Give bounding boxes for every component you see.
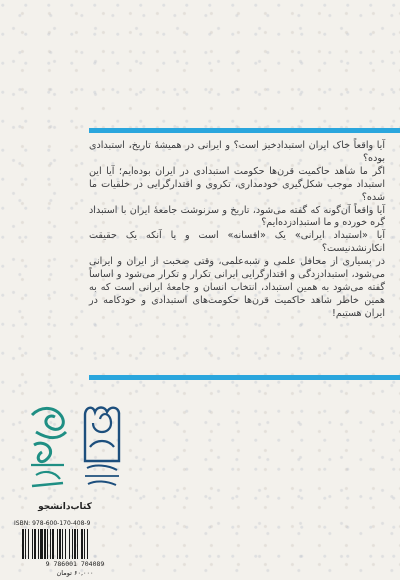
barcode-bar [44, 529, 46, 559]
barcode-bar [87, 529, 88, 559]
barcode-bar [69, 529, 70, 559]
university-emblem-icon [78, 403, 126, 493]
paragraph: آیا «استبداد ایرانی» یک «افسانه» است و یا آنکه یک حقیقت انکارنشدنیست؟ [89, 230, 385, 255]
paragraph: در بسیاری از محافل علمی و شبه‌علمی، وقتی صحبت از ایران و ایرانی می‌شود، استبدادزدگی و اقتدارگرایی ایرانی تکرار و تکرار می‌شود و اساساً گفته می‌شود به همین استبداد، انتخاب انسان و جامعهٔ ایرانی است که به همین خاطر شاهد حاکمیت قرن‌ها حکومت‌های استبدادی و خودکامه در ایران هستیم! [89, 256, 385, 319]
barcode-number: 9 786001 704089 [45, 560, 105, 568]
barcode-bar [84, 529, 85, 559]
barcode-bar [25, 529, 26, 559]
barcode-bar [77, 529, 78, 559]
barcode-bar [22, 529, 24, 559]
barcode-bar [74, 529, 76, 559]
barcode-bar [72, 529, 73, 559]
barcode-bar [81, 529, 83, 559]
bottom-accent-rule [89, 375, 400, 380]
barcode-bar [52, 529, 54, 559]
paragraph: آیا واقعاً آن‌گونه که گفته می‌شود، تاریخ و سرنوشت جامعهٔ ایران با استبداد گره خورده و ما استبدادزده‌ایم؟ [89, 204, 385, 229]
barcode-bar [40, 529, 43, 559]
barcode-bar [59, 529, 61, 559]
publisher-logos [14, 403, 134, 498]
barcode-bar [62, 529, 63, 559]
barcode-bar [47, 529, 48, 559]
barcode-bar [28, 529, 29, 559]
barcode-icon [22, 529, 126, 559]
paragraph: اگر ما شاهد حاکمیت قرن‌ها حکومت استبدادی در ایران بوده‌ایم؛ آیا این استبداد موجب شکل‌گیری خودمداری، تکروی و اقتدارگرایی در خلقیات ما شده؟ [89, 165, 385, 203]
barcode-bar [57, 529, 58, 559]
back-cover-text [89, 140, 385, 321]
barcode-block [14, 520, 136, 578]
barcode-bar [34, 529, 36, 559]
paragraph: آیا واقعاً خاک ایران استبدادخیز است؟ و ایرانی در همیشهٔ تاریخ، استبدادی بوده؟ [89, 140, 385, 164]
publisher-brand: کتاب‌دانشجو [38, 502, 92, 512]
barcode-bar [38, 529, 39, 559]
isbn-label: ISBN: 978-600-170-408-9 [14, 520, 91, 527]
barcode-bar [65, 529, 66, 559]
barcode-bar [50, 529, 51, 559]
top-accent-rule [89, 128, 400, 133]
calligraphy-logo-icon [24, 403, 72, 493]
barcode-bar [32, 529, 33, 559]
price-label: ۶۰,۰۰۰ تومان [56, 569, 94, 577]
